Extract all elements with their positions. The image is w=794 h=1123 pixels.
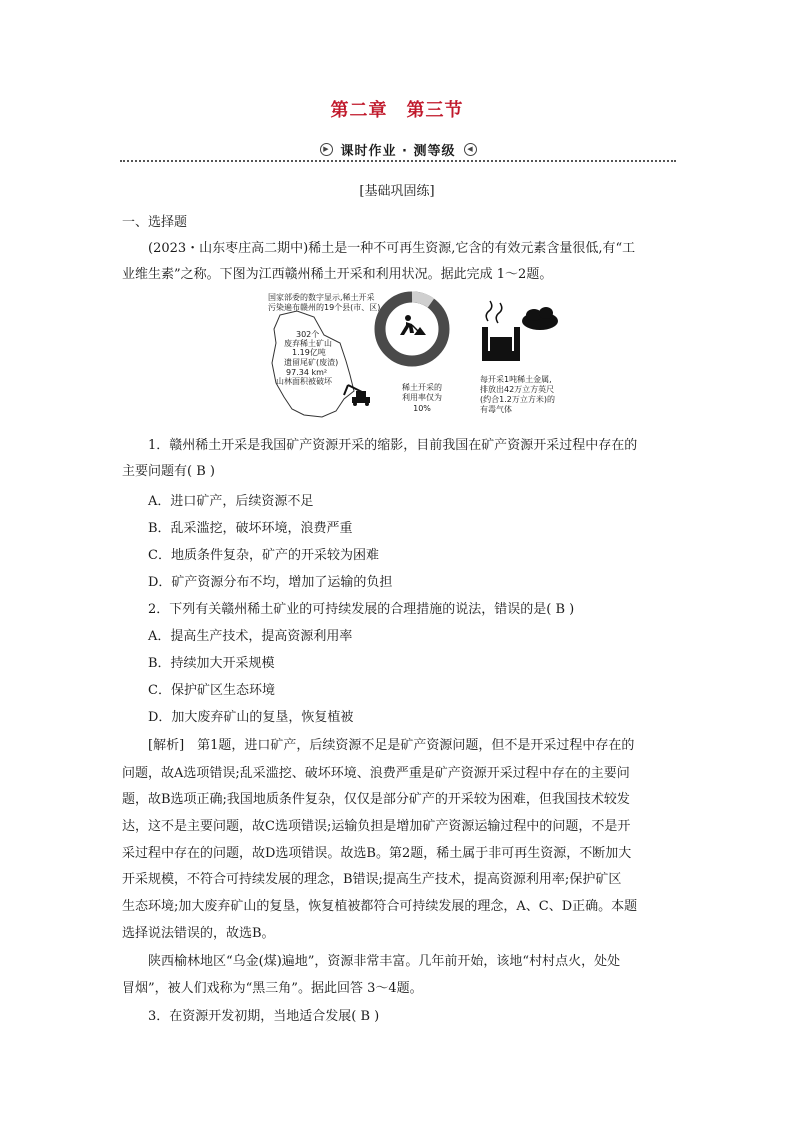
map-note-2: 污染遍布赣州的19个县(市、区)	[268, 303, 381, 312]
q1-option-b: B．乱采滥挖，破坏环境，浪费严重	[148, 521, 353, 536]
q2-option-a: A．提高生产技术，提高资源利用率	[148, 629, 353, 644]
analysis-line-5: 采过程中存在的问题，故D选项错误。故选B。第2题，稀土属于非可再生资源，不断加大	[122, 846, 632, 861]
section-label: [基础巩固练]	[359, 184, 435, 199]
factory-icon	[482, 301, 558, 361]
analysis-line-8: 选择说法错误的，故选B。	[122, 926, 275, 941]
worker-icon	[400, 315, 426, 335]
map-stat-6: 山林面积被破坏	[276, 377, 332, 386]
map-stat-2: 废弃稀土矿山	[284, 339, 332, 348]
donut-caption-3: 10%	[413, 404, 431, 413]
section-banner	[120, 136, 676, 160]
donut-segment	[412, 297, 431, 303]
q1-option-c: C．地质条件复杂，矿产的开采较为困难	[148, 548, 379, 563]
q2-option-b: B．持续加大开采规模	[148, 656, 275, 671]
map-stat-4: 遗留尾矿(废渣)	[284, 358, 339, 367]
q2-option-c: C．保护矿区生态环境	[148, 683, 275, 698]
analysis-line-7: 生态环境;加大废弃矿山的复垦，恢复植被都符合可持续发展的理念，A、C、D正确。本题	[122, 899, 638, 914]
intro2-line-1: 陕西榆林地区“乌金(煤)遍地”，资源非常丰富。几年前开始，该地“村村点火，处处	[148, 954, 621, 969]
analysis-line-4: 达，这不是主要问题，故C选项错误;运输负担是增加矿产资源运输过程中的问题，不是开	[122, 819, 631, 834]
q1-option-a: A．进口矿产，后续资源不足	[148, 494, 314, 509]
map-stat-5: 97.34 km²	[286, 368, 328, 377]
q1-stem-2: 主要问题有( B )	[122, 464, 215, 479]
factory-caption-4: 有毒气体	[480, 405, 512, 414]
banner-label: 课时作业 · 测等级	[340, 143, 456, 159]
q3-stem: 3．在资源开发初期，当地适合发展( B )	[148, 1009, 380, 1024]
arrow-right-icon: ▶	[320, 143, 333, 156]
map-stat-1: 302个	[296, 330, 320, 339]
analysis-line-6: 开采规模，不符合可持续发展的理念，B错误;提高生产技术，提高资源利用率;保护矿区	[122, 872, 622, 887]
chapter-title: 第二章 第三节	[330, 100, 464, 121]
map-stat-3: 1.19亿吨	[292, 348, 326, 357]
part-label: 一、选择题	[122, 215, 188, 230]
factory-caption-1: 每开采1吨稀土金属,	[480, 375, 552, 384]
factory-caption-2: 排放出42万立方英尺	[480, 385, 555, 394]
rare-earth-figure	[262, 291, 562, 421]
intro-line-1: (2023・山东枣庄高二期中)稀土是一种不可再生资源,它含的有效元素含量很低,有“工	[148, 241, 636, 256]
q2-stem: 2．下列有关赣州稀土矿业的可持续发展的合理措施的说法，错误的是( B )	[148, 602, 575, 617]
map-note-1: 国家部委的数字显示,稀土开采	[268, 293, 375, 302]
intro2-line-2: 冒烟”，被人们戏称为“黑三角”。据此回答 3～4题。	[122, 981, 423, 996]
q1-stem-1: 1．赣州稀土开采是我国矿产资源开采的缩影，目前我国在矿产资源开采过程中存在的	[148, 438, 638, 453]
analysis-line-1: [解析] 第1题，进口矿产，后续资源不足是矿产资源问题，但不是开采过程中存在的	[148, 738, 635, 753]
q2-option-d: D．加大废弃矿山的复垦，恢复植被	[148, 710, 354, 725]
banner-dotted-line	[120, 160, 676, 162]
intro-line-2: 业维生素”之称。下图为江西赣州稀土开采和利用状况。据此完成 1～2题。	[122, 267, 553, 282]
q1-option-d: D．矿产资源分布不均，增加了运输的负担	[148, 575, 393, 590]
donut-caption-2: 利用率仅为	[402, 393, 442, 402]
analysis-line-3: 题，故B选项正确;我国地质条件复杂，仅仅是部分矿产的开采较为困难，但我国技术较发	[122, 792, 630, 807]
factory-caption-3: (约合1.2万立方米)的	[480, 395, 555, 404]
arrow-left-icon: ◀	[464, 143, 477, 156]
analysis-line-2: 问题，故A选项错误;乱采滥挖、破坏环境、浪费严重是矿产资源开采过程中存在的主要问	[122, 766, 630, 781]
donut-caption-1: 稀土开采的	[402, 383, 442, 392]
